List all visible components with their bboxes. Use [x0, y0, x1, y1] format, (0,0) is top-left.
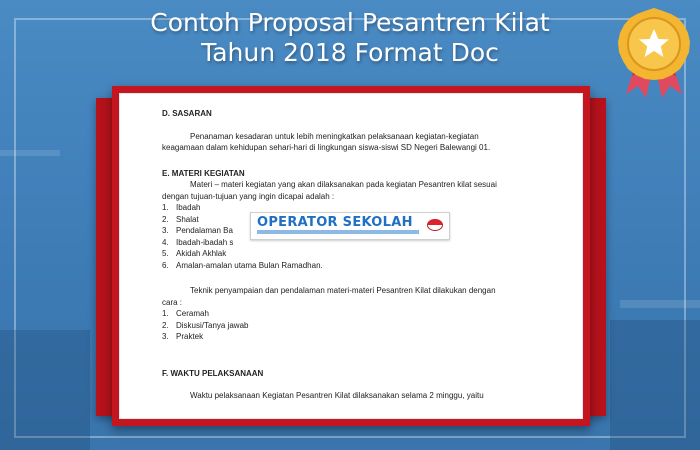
background-furniture — [610, 320, 700, 450]
list-item: 4. Ibadah-ibadah s — [162, 237, 234, 247]
page-title — [90, 8, 610, 68]
list-item: 5. Akidah Akhlak — [162, 249, 227, 258]
flag-icon — [427, 219, 443, 231]
list-item: 3. Praktek — [162, 332, 204, 341]
paragraph: Penanaman kesadaran untuk lebih meningkatkan pelaksanaan kegiatan-kegiatan — [190, 131, 479, 141]
paragraph: dengan tujuan-tujuan yang ingin dicapai adalah : — [162, 191, 335, 201]
list-item: 1. Ceramah — [162, 309, 209, 318]
paragraph: cara : — [162, 297, 183, 307]
operator-sekolah-logo — [250, 212, 450, 240]
list-item: 1. Ibadah — [162, 203, 201, 212]
method-list — [162, 308, 562, 343]
document-page — [120, 94, 582, 418]
award-badge-icon — [616, 6, 692, 102]
background-furniture — [0, 330, 90, 450]
red-frame — [112, 86, 590, 426]
list-item: 6. Amalan-amalan utama Bulan Ramadhan. — [162, 260, 323, 270]
paragraph: Materi – materi kegiatan yang akan dilaksanakan pada kegiatan Pesantren kilat sesuai — [190, 180, 497, 189]
section-heading: D. SASARAN — [162, 109, 212, 118]
list-item: 3. Pendalaman Ba — [162, 226, 233, 235]
section-heading: F. WAKTU PELAKSANAAN — [162, 368, 264, 378]
document-content — [162, 108, 562, 402]
paragraph: keagamaan dalam kehidupan sehari-hari di lingkungan siswa-siswi SD Negeri Balewangi 01. — [162, 143, 491, 152]
paragraph: Teknik penyampaian dan pendalaman materi-materi Pesantren Kilat dilakukan dengan — [190, 286, 496, 295]
background-shelf — [0, 150, 60, 156]
logo-tagline-bar — [257, 230, 419, 234]
list-item: 2. Diskusi/Tanya jawab — [162, 320, 249, 330]
background-shelf — [620, 300, 700, 308]
title-line-1: Contoh Proposal Pesantren Kilat — [150, 8, 550, 37]
paragraph: Waktu pelaksanaan Kegiatan Pesantren Kilat dilaksanakan selama 2 minggu, yaitu — [190, 391, 484, 400]
list-item: 2. Shalat — [162, 214, 199, 224]
section-heading: E. MATERI KEGIATAN — [162, 168, 245, 178]
title-line-2: Tahun 2018 Format Doc — [201, 38, 499, 67]
logo-text: OPERATOR SEKOLAH — [257, 215, 413, 230]
